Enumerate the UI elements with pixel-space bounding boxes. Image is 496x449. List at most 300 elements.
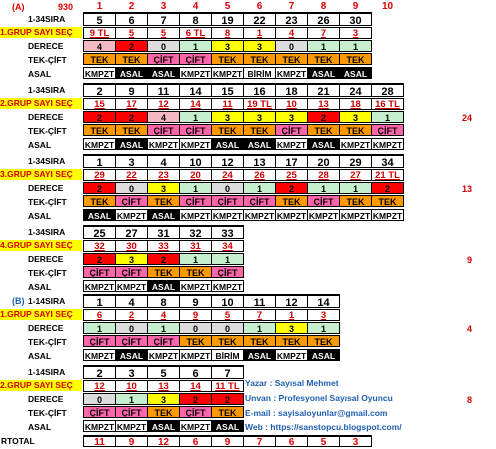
number-cell: 8	[147, 294, 180, 308]
number-cell: 7	[147, 12, 180, 26]
asal-cell: KMPZT	[180, 422, 211, 432]
number-cell: 4	[115, 294, 148, 308]
asal-cell: KMPZT	[148, 140, 179, 150]
pick-cell[interactable]: 11 TL	[211, 380, 244, 392]
rtotal-cell: 9	[115, 435, 148, 447]
sira-label: 1-34SIRA	[28, 156, 66, 166]
number-cell: 34	[371, 154, 404, 168]
number-cell: 30	[339, 12, 372, 26]
pick-cell[interactable]: 22	[115, 169, 148, 181]
tek-cift-label: TEK-ÇİFT	[28, 126, 67, 136]
pick-cell[interactable]: 29	[83, 169, 116, 181]
tek-cift-cell: TEK	[147, 266, 180, 278]
derece-label: DERECE	[28, 112, 64, 122]
tek-cift-cell: TEK	[211, 406, 244, 418]
rtotal-cell: 6	[179, 435, 212, 447]
number-cell: 22	[243, 12, 276, 26]
tek-cift-cell: ÇİFT	[211, 195, 244, 207]
derece-cell: 2	[211, 393, 244, 405]
number-cell: 31	[147, 225, 180, 239]
derece-cell: 3	[243, 40, 276, 52]
pick-cell[interactable]: 21 TL	[371, 169, 404, 181]
pick-cell[interactable]: 33	[147, 240, 180, 252]
column-header-cell: 1	[96, 1, 103, 12]
derece-cell: 2	[179, 393, 212, 405]
pick-cell[interactable]: 4	[275, 27, 308, 39]
tek-cift-cell: ÇİFT	[243, 195, 276, 207]
derece-cell: 2	[307, 111, 340, 123]
pick-cell[interactable]: 10	[275, 98, 308, 110]
number-cell: 10	[211, 294, 244, 308]
tek-cift-cell: ÇİFT	[83, 266, 116, 278]
tek-cift-cell: TEK	[243, 335, 276, 347]
derece-cell: 0	[211, 182, 244, 194]
number-row	[84, 294, 340, 308]
number-cell: 11	[147, 83, 180, 97]
tek-cift-row	[84, 53, 372, 65]
derece-row	[84, 253, 244, 265]
tek-cift-cell: ÇİFT	[179, 124, 212, 136]
asal-cell: KMPZT	[84, 351, 115, 361]
side-count: 24	[461, 113, 472, 123]
tek-cift-cell: ÇİFT	[179, 53, 212, 65]
tek-cift-row	[84, 266, 244, 278]
pick-cell[interactable]: 20	[179, 169, 212, 181]
number-cell: 20	[307, 154, 340, 168]
asal-cell: ASAL	[243, 349, 276, 361]
tek-cift-cell: TEK	[275, 335, 308, 347]
pick-cell[interactable]: 31	[179, 240, 212, 252]
asal-label: ASAL	[28, 282, 52, 292]
tek-cift-cell: ÇİFT	[115, 266, 148, 278]
title-line: Unvan : Profesyonel Sayısal Oyuncu	[245, 393, 393, 403]
pick-cell[interactable]: 30	[115, 240, 148, 252]
derece-cell: 4	[147, 111, 180, 123]
rtotal-cell: 12	[147, 435, 180, 447]
derece-cell: 2	[147, 253, 180, 265]
asal-cell: ASAL	[147, 67, 180, 79]
rtotal-row	[84, 435, 372, 447]
number-row	[84, 83, 404, 97]
side-count: 8	[466, 395, 472, 405]
tek-cift-cell: TEK	[339, 53, 372, 65]
group-label: 4.GRUP SAYI SEÇ	[0, 240, 82, 251]
number-row	[84, 365, 244, 379]
column-header-cell: 3	[160, 1, 167, 12]
tek-cift-cell: TEK	[147, 195, 180, 207]
pick-cell[interactable]: 3	[307, 309, 340, 321]
pick-cell[interactable]: 27	[339, 169, 372, 181]
number-cell: 11	[243, 294, 276, 308]
asal-cell: ASAL	[115, 349, 148, 361]
number-cell: 25	[83, 225, 116, 239]
derece-cell: 2	[275, 182, 308, 194]
asal-cell: KMPZT	[212, 282, 243, 292]
derece-cell: 3	[243, 111, 276, 123]
number-cell: 1	[83, 294, 116, 308]
pick-cell[interactable]: 1	[275, 309, 308, 321]
pick-cell[interactable]: 7	[307, 27, 340, 39]
derece-label: DERECE	[28, 254, 64, 264]
asal-cell: KMPZT	[372, 140, 403, 150]
asal-cell: ASAL	[115, 138, 148, 150]
derece-cell: 1	[307, 322, 340, 334]
number-cell: 33	[211, 225, 244, 239]
derece-label: DERECE	[28, 394, 64, 404]
pick-row	[84, 309, 340, 321]
number-cell: 29	[339, 154, 372, 168]
derece-cell: 1	[115, 393, 148, 405]
pick-row	[84, 98, 404, 110]
derece-cell: 3	[275, 111, 308, 123]
tek-cift-cell: ÇİFT	[275, 124, 308, 136]
asal-cell: KMPZT	[84, 140, 115, 150]
rtotal-label: RTOTAL	[1, 436, 35, 446]
pick-cell[interactable]: 26	[243, 169, 276, 181]
sira-label: 1-14SIRA	[28, 296, 66, 306]
asal-cell: ASAL	[307, 349, 340, 361]
derece-cell: 1	[179, 253, 212, 265]
pick-cell[interactable]: 13	[147, 380, 180, 392]
derece-cell: 1	[83, 322, 116, 334]
asal-cell: BİRİM	[243, 67, 276, 79]
side-count: 9	[466, 255, 472, 265]
tek-cift-row	[84, 335, 340, 347]
asal-cell: KMPZT	[180, 211, 211, 221]
tek-cift-cell: TEK	[83, 53, 116, 65]
derece-row	[84, 322, 340, 334]
pick-row	[84, 27, 372, 39]
derece-cell: 1	[179, 182, 212, 194]
number-cell: 3	[115, 365, 148, 379]
tek-cift-cell: TEK	[275, 53, 308, 65]
asal-cell: KMPZT	[276, 351, 307, 361]
pick-cell[interactable]: 34	[211, 240, 244, 252]
section-a-label: (A)	[12, 2, 25, 12]
derece-label: DERECE	[28, 323, 64, 333]
rtotal-cell: 3	[339, 435, 372, 447]
pick-cell[interactable]: 14	[179, 98, 212, 110]
derece-label: DERECE	[28, 41, 64, 51]
tek-cift-row	[84, 124, 404, 136]
derece-cell: 3	[211, 111, 244, 123]
tek-cift-cell: TEK	[307, 53, 340, 65]
asal-cell: KMPZT	[372, 211, 403, 221]
tek-cift-cell: TEK	[371, 195, 404, 207]
derece-cell: 1	[339, 40, 372, 52]
derece-cell: 0	[115, 182, 148, 194]
derece-cell: 2	[115, 40, 148, 52]
asal-cell: ASAL	[307, 67, 340, 79]
group-label: 1.GRUP SAYI SEÇ	[0, 27, 82, 38]
number-cell: 16	[243, 83, 276, 97]
tek-cift-cell: ÇİFT	[115, 195, 148, 207]
author-line: Yazar : Sayısal Mehmet	[245, 378, 339, 388]
asal-cell: KMPZT	[340, 140, 371, 150]
number-cell: 2	[83, 365, 116, 379]
asal-cell: KMPZT	[276, 69, 307, 79]
pick-cell[interactable]: 11	[211, 98, 244, 110]
column-header-cell: 8	[320, 1, 327, 12]
asal-cell: ASAL	[83, 209, 116, 221]
asal-cell: KMPZT	[84, 422, 115, 432]
asal-cell: BİRİM	[211, 349, 244, 361]
asal-row	[84, 280, 244, 292]
pick-cell[interactable]: 2	[115, 309, 148, 321]
derece-cell: 0	[275, 40, 308, 52]
pick-cell[interactable]: 7	[243, 309, 276, 321]
column-header-cell: 7	[288, 1, 295, 12]
tek-cift-cell: TEK	[243, 53, 276, 65]
derece-cell: 3	[275, 322, 308, 334]
derece-cell: 2	[83, 111, 116, 123]
pick-cell[interactable]: 18	[339, 98, 372, 110]
pick-row	[84, 240, 244, 252]
derece-cell: 3	[115, 253, 148, 265]
pick-cell[interactable]: 32	[83, 240, 116, 252]
asal-row	[84, 420, 244, 432]
column-header-cell: 2	[128, 1, 135, 12]
pick-cell[interactable]: 28	[307, 169, 340, 181]
derece-cell: 2	[371, 182, 404, 194]
number-cell: 15	[211, 83, 244, 97]
tek-cift-label: TEK-ÇİFT	[28, 55, 67, 65]
derece-label: DERECE	[28, 183, 64, 193]
tek-cift-cell: ÇİFT	[179, 406, 212, 418]
derece-cell: 1	[307, 40, 340, 52]
tek-cift-cell: TEK	[211, 53, 244, 65]
tek-cift-cell: TEK	[211, 335, 244, 347]
derece-cell: 3	[339, 111, 372, 123]
derece-cell: 0	[179, 322, 212, 334]
derece-cell: 1	[179, 111, 212, 123]
group-label: 1.GRUP SAYI SEÇ	[0, 309, 82, 320]
rtotal-cell: 5	[307, 435, 340, 447]
column-header-cell: 6	[256, 1, 263, 12]
pick-cell[interactable]: 14	[179, 380, 212, 392]
number-cell: 17	[275, 154, 308, 168]
tek-cift-cell: ÇİFT	[307, 195, 340, 207]
column-header-cell: 4	[192, 1, 199, 12]
asal-cell: ASAL	[211, 138, 244, 150]
derece-cell: 2	[83, 253, 116, 265]
tek-cift-cell: ÇİFT	[147, 335, 180, 347]
asal-row	[84, 349, 340, 361]
column-header-cell: 9	[352, 1, 359, 12]
pick-cell[interactable]: 15	[83, 98, 116, 110]
pick-cell[interactable]: 13	[307, 98, 340, 110]
tek-cift-cell: TEK	[307, 335, 340, 347]
asal-cell: KMPZT	[84, 282, 115, 292]
number-cell: 18	[275, 83, 308, 97]
asal-cell: ASAL	[339, 67, 372, 79]
number-cell: 3	[115, 154, 148, 168]
tek-cift-cell: TEK	[339, 124, 372, 136]
pick-cell[interactable]: 25	[275, 169, 308, 181]
number-cell: 32	[179, 225, 212, 239]
tek-cift-cell: TEK	[211, 124, 244, 136]
tek-cift-cell: ÇİFT	[147, 53, 180, 65]
number-cell: 19	[211, 12, 244, 26]
group-label: 2.GRUP SAYI SEÇ	[0, 98, 82, 109]
number-cell: 5	[147, 365, 180, 379]
pick-cell[interactable]: 9	[179, 309, 212, 321]
group-label: 2.GRUP SAYI SEÇ	[0, 380, 82, 391]
asal-cell: KMPZT	[212, 69, 243, 79]
tek-cift-cell: ÇİFT	[83, 406, 116, 418]
asal-cell: ASAL	[115, 67, 148, 79]
number-cell: 2	[83, 83, 116, 97]
rtotal-cell: 11	[83, 435, 116, 447]
asal-label: ASAL	[28, 211, 52, 221]
rtotal-cell: 9	[211, 435, 244, 447]
number-cell: 14	[179, 83, 212, 97]
tek-cift-cell: TEK	[83, 195, 116, 207]
asal-cell: KMPZT	[340, 211, 371, 221]
derece-cell: 1	[211, 253, 244, 265]
tek-cift-cell: TEK	[179, 266, 212, 278]
derece-cell: 2	[115, 111, 148, 123]
pick-cell[interactable]: 9 TL	[83, 27, 116, 39]
pick-cell[interactable]: 12	[83, 380, 116, 392]
derece-cell: 3	[147, 182, 180, 194]
pick-cell[interactable]: 24	[211, 169, 244, 181]
number-cell: 10	[179, 154, 212, 168]
pick-cell[interactable]: 5	[115, 27, 148, 39]
asal-label: ASAL	[28, 140, 52, 150]
sira-label: 1-14SIRA	[28, 367, 66, 377]
number-cell: 27	[115, 225, 148, 239]
asal-cell: KMPZT	[116, 282, 147, 292]
derece-cell: 1	[243, 322, 276, 334]
sira-label: 1-34SIRA	[28, 14, 66, 24]
derece-cell: 1	[243, 182, 276, 194]
pick-cell[interactable]: 10	[115, 380, 148, 392]
asal-cell: KMPZT	[308, 211, 339, 221]
tek-cift-cell: TEK	[307, 124, 340, 136]
pick-cell[interactable]: 3	[339, 27, 372, 39]
asal-cell: ASAL	[147, 420, 180, 432]
pick-cell[interactable]: 5	[211, 309, 244, 321]
column-header-cell: 10	[381, 1, 394, 12]
tek-cift-cell: TEK	[339, 195, 372, 207]
derece-cell: 2	[83, 182, 116, 194]
tek-cift-cell: TEK	[275, 195, 308, 207]
pick-cell[interactable]: 12	[147, 98, 180, 110]
asal-cell: KMPZT	[180, 282, 211, 292]
tek-cift-label: TEK-ÇİFT	[28, 337, 67, 347]
tek-cift-cell: ÇİFT	[179, 195, 212, 207]
pick-cell[interactable]: 5	[147, 27, 180, 39]
number-cell: 5	[83, 12, 116, 26]
pick-row	[84, 380, 244, 392]
number-cell: 13	[243, 154, 276, 168]
asal-cell: ASAL	[147, 209, 180, 221]
tek-cift-cell: TEK	[179, 335, 212, 347]
tek-cift-cell: ÇİFT	[211, 266, 244, 278]
number-cell: 21	[307, 83, 340, 97]
derece-row	[84, 40, 372, 52]
number-cell: 12	[211, 154, 244, 168]
pick-cell[interactable]: 16 TL	[371, 98, 404, 110]
pick-row	[84, 169, 404, 181]
tek-cift-row	[84, 195, 404, 207]
number-cell: 7	[211, 365, 244, 379]
derece-cell: 1	[307, 182, 340, 194]
pick-cell[interactable]: 6	[83, 309, 116, 321]
sira-label: 1-34SIRA	[28, 227, 66, 237]
tek-cift-cell: TEK	[243, 124, 276, 136]
number-cell: 4	[147, 154, 180, 168]
derece-cell: 0	[83, 393, 116, 405]
pick-cell[interactable]: 8	[211, 27, 244, 39]
derece-row	[84, 111, 404, 123]
derece-cell: 0	[211, 322, 244, 334]
pick-cell[interactable]: 23	[147, 169, 180, 181]
number-row	[84, 12, 372, 26]
tek-cift-cell: TEK	[115, 124, 148, 136]
side-count: 4	[466, 324, 472, 334]
tek-cift-label: TEK-ÇİFT	[28, 197, 67, 207]
derece-cell: 1	[371, 111, 404, 123]
rtotal-cell: 7	[243, 435, 276, 447]
derece-cell: 3	[147, 393, 180, 405]
tek-cift-cell: ÇİFT	[371, 124, 404, 136]
pick-cell[interactable]: 19 TL	[243, 98, 276, 110]
web-link[interactable]: Web : https://sanstopcu.blogspot.com/	[245, 422, 402, 432]
asal-row	[84, 67, 372, 79]
tek-cift-cell: ÇİFT	[147, 124, 180, 136]
number-row	[84, 225, 244, 239]
pick-cell[interactable]: 4	[147, 309, 180, 321]
section-b-label: (B)	[12, 296, 25, 306]
asal-label: ASAL	[28, 69, 52, 79]
asal-cell: KMPZT	[84, 69, 115, 79]
derece-cell: 0	[115, 322, 148, 334]
number-cell: 1	[83, 154, 116, 168]
tek-cift-label: TEK-ÇİFT	[28, 408, 67, 418]
email-line: E-mail : sayisaloyunlar@gmail.com	[245, 408, 388, 418]
column-header-cell: 5	[224, 1, 231, 12]
asal-cell: KMPZT	[116, 422, 147, 432]
asal-cell: KMPZT	[212, 211, 243, 221]
tek-cift-cell: ÇİFT	[83, 335, 116, 347]
asal-cell: ASAL	[243, 138, 276, 150]
number-cell: 28	[371, 83, 404, 97]
tek-cift-cell: ÇİFT	[115, 406, 148, 418]
pick-cell[interactable]: 17	[115, 98, 148, 110]
number-cell: 6	[115, 12, 148, 26]
tek-cift-cell: ÇİFT	[115, 335, 148, 347]
derece-cell: 1	[339, 182, 372, 194]
pick-cell[interactable]: 6 TL	[179, 27, 212, 39]
asal-cell: KMPZT	[180, 69, 211, 79]
pick-cell[interactable]: 1	[243, 27, 276, 39]
asal-row	[84, 138, 404, 150]
number-cell: 26	[307, 12, 340, 26]
asal-cell: KMPZT	[180, 140, 211, 150]
number-cell: 9	[179, 294, 212, 308]
asal-cell: KMPZT	[116, 211, 147, 221]
asal-cell: KMPZT	[148, 351, 179, 361]
derece-row	[84, 393, 244, 405]
asal-cell: KMPZT	[276, 211, 307, 221]
rtotal-cell: 6	[275, 435, 308, 447]
number-cell: 23	[275, 12, 308, 26]
tek-cift-cell: TEK	[147, 406, 180, 418]
asal-cell: KMPZT	[276, 140, 307, 150]
number-row	[84, 154, 404, 168]
